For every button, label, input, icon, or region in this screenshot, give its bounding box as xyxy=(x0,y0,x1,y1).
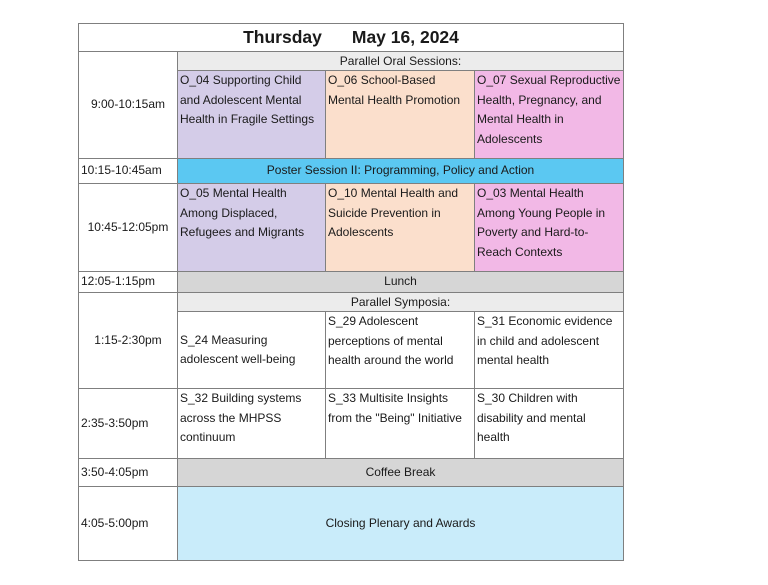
time-cell: 10:15-10:45am xyxy=(79,159,178,184)
time-cell: 3:50-4:05pm xyxy=(79,459,178,487)
lunch-row xyxy=(79,272,624,293)
schedule-table xyxy=(78,23,624,561)
date-label: May 16, 2024 xyxy=(351,26,459,47)
lunch-cell: Lunch xyxy=(178,272,624,293)
coffee-break-cell: Coffee Break xyxy=(178,459,624,487)
time-cell: 12:05-1:15pm xyxy=(79,272,178,293)
title-row xyxy=(79,24,624,52)
symposia-label: Parallel Symposia: xyxy=(178,293,624,312)
symposium-cell: S_24 Measuring adolescent well-being xyxy=(178,312,326,389)
session-cell: O_03 Mental Health Among Young People in Poverty and Hard-to-Reach Contexts xyxy=(475,184,624,272)
symposia-header-row xyxy=(79,293,624,312)
session-cell: O_10 Mental Health and Suicide Prevention in Adolescents xyxy=(326,184,475,272)
coffee-row xyxy=(79,459,624,487)
symposium-cell: S_33 Multisite Insights from the "Being" Initiative xyxy=(326,389,475,459)
session-cell: O_06 School-Based Mental Health Promotion xyxy=(326,71,475,159)
schedule-title xyxy=(79,24,624,52)
symposium-cell: S_29 Adolescent perceptions of mental health around the world xyxy=(326,312,475,389)
symposia-row-2 xyxy=(79,389,624,459)
symposium-cell: S_32 Building systems across the MHPSS continuum xyxy=(178,389,326,459)
session-cell: O_05 Mental Health Among Displaced, Refugees and Migrants xyxy=(178,184,326,272)
day-label: Thursday xyxy=(243,26,322,47)
poster-session-cell: Poster Session II: Programming, Policy and Action xyxy=(178,159,624,184)
poster-row xyxy=(79,159,624,184)
time-cell: 1:15-2:30pm xyxy=(79,293,178,389)
oral-sessions-header-row xyxy=(79,52,624,71)
closing-plenary-cell: Closing Plenary and Awards xyxy=(178,487,624,561)
session-cell: O_07 Sexual Reproductive Health, Pregnancy, and Mental Health in Adolescents xyxy=(475,71,624,159)
time-cell: 10:45-12:05pm xyxy=(79,184,178,272)
plenary-row xyxy=(79,487,624,561)
time-cell: 2:35-3:50pm xyxy=(79,389,178,459)
time-cell: 9:00-10:15am xyxy=(79,52,178,159)
symposium-cell: S_30 Children with disability and mental health xyxy=(475,389,624,459)
symposium-cell: S_31 Economic evidence in child and adolescent mental health xyxy=(475,312,624,389)
session-row-2 xyxy=(79,184,624,272)
oral-sessions-label: Parallel Oral Sessions: xyxy=(178,52,624,71)
time-cell: 4:05-5:00pm xyxy=(79,487,178,561)
session-cell: O_04 Supporting Child and Adolescent Mental Health in Fragile Settings xyxy=(178,71,326,159)
